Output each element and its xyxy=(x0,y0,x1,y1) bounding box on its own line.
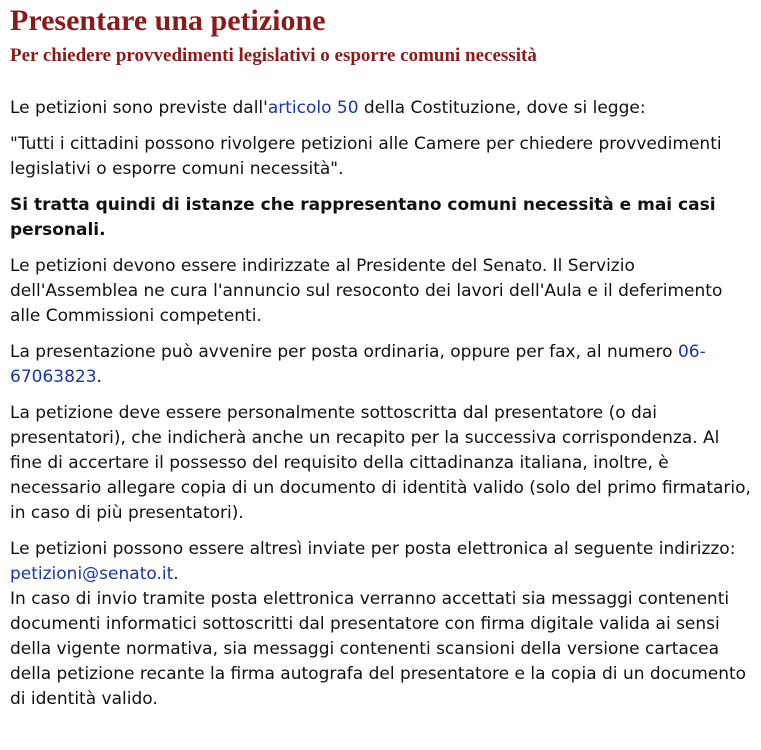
signature-paragraph: La petizione deve essere personalmente sottoscritta dal presentatore (o dai presentatori), che indicherà anche un recapito per la successiva corrispondenza. Al fine di accertare il possesso del requisito della cittadinanza italiana, inoltre, è necessario allegare copia di un documento di identità valido (solo del primo firmatario, in caso di più presentatori). xyxy=(10,403,751,523)
submission-text-after: . xyxy=(96,367,102,387)
article-50-link[interactable]: articolo 50 xyxy=(267,98,359,118)
fax-number-link[interactable]: 06-67063823 xyxy=(10,342,706,387)
email-paragraph xyxy=(10,537,751,712)
page-title: Presentare una petizione xyxy=(10,4,326,37)
intro-text-before: Le petizioni sono previste dall' xyxy=(10,98,268,118)
submission-text-before: La presentazione può avvenire per posta ordinaria, oppure per fax, al numero xyxy=(10,342,678,362)
bold-note: Si tratta quindi di istanze che rappresentano comuni necessità e mai casi personali. xyxy=(10,195,716,240)
email-text-before: Le petizioni possono essere altresì inviate per posta elettronica al seguente indirizzo: xyxy=(10,539,736,559)
intro-text-after: della Costituzione, dove si legge: xyxy=(358,98,646,118)
page-subtitle: Per chiedere provvedimenti legislativi o esporre comuni necessità xyxy=(10,45,537,66)
submission-paragraph xyxy=(10,340,751,390)
email-continuation: In caso di invio tramite posta elettronica verranno accettati sia messaggi contenenti documenti informatici sottoscritti dal presentatore con firma digitale valida ai sensi della vigente normativa, sia messaggi contenenti scansioni della versione cartacea della petizione recante la firma autografa del presentatore e la copia di un documento di identità valido. xyxy=(10,589,747,709)
constitution-quote: "Tutti i cittadini possono rivolgere petizioni alle Camere per chiedere provvedimenti legislativi o esporre comuni necessità". xyxy=(10,134,722,179)
addressing-paragraph: Le petizioni devono essere indirizzate al Presidente del Senato. Il Servizio dell'Assemblea ne cura l'annuncio sul resoconto dei lavori dell'Aula e il deferimento alle Commissioni competenti. xyxy=(10,256,723,326)
email-link[interactable]: petizioni@senato.it xyxy=(10,564,174,584)
email-text-after: . xyxy=(173,564,179,584)
intro-paragraph xyxy=(10,96,751,121)
